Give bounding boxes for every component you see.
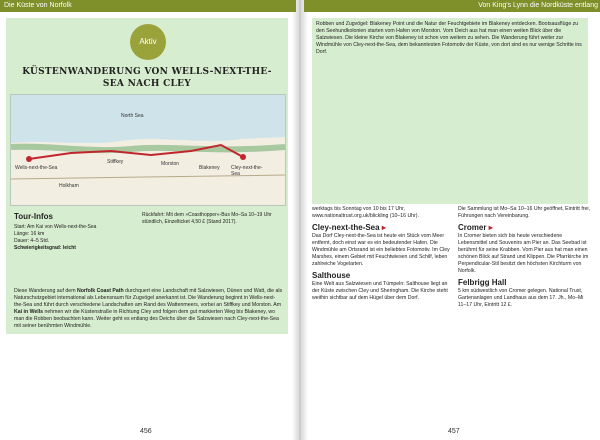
tour-info-list (14, 224, 132, 252)
running-head-right: Von King's Lynn die Nordküste entlang (304, 0, 600, 12)
right-column-2 (458, 206, 590, 312)
route-map (10, 94, 286, 206)
aktiv-box (6, 18, 288, 334)
heading-cromer (458, 223, 590, 233)
tour-difficulty: Schwierigkeitsgrad: leicht (14, 245, 76, 251)
aktiv-title: KÜSTENWANDERUNG VON WELLS-NEXT-THE-SEA NACH CLEY (22, 67, 272, 89)
c1-intro: werktags bis Sonntag von 10 bis 17 Uhr, www.nationaltrust.org.uk/blickling (10–16 Uhr). (312, 206, 419, 219)
end-marker (240, 154, 246, 160)
map-label-wells: Wells-next-the-Sea (15, 165, 58, 171)
map-label-morston: Morston (161, 161, 180, 167)
map-label-north-sea: North Sea (121, 113, 144, 119)
aktiv-badge: Aktiv (130, 24, 166, 60)
right-column-1 (312, 206, 450, 305)
tour-info-heading: Tour-Infos (14, 212, 53, 221)
book-gutter (292, 0, 308, 440)
c1-paragraph-1: Das Dorf Cley-next-the-Sea ist heute ein Stück vom Meer entfernt, doch einst war es ein bedeutender Hafen. Die Windmühle am Ortsrand ist ein beliebtes Fotomotiv. Im Cley Marshes, einem Gebiet mit Feuchtwiesen und Schilf, leben zahlreiche Vogelarten. (312, 233, 450, 267)
map-label-holkham: Holkham (59, 183, 79, 189)
map-label-cley: Cley-next-the-Sea (231, 165, 263, 177)
heading-cley-text: Cley-next-the-Sea (312, 223, 380, 232)
green-note-text: Robben und Zugvögel: Blakeney Point und die Natur der Feuchtgebiete im Blakeney entdecken. Bootsausflüge zu den Seehundkolonien starten vom Hafen von Morston. Vom Deich aus hat man einen weiten Blick über die Salzwiesen. Die kleine Kirche von Blakeney ist schon von weitem zu sehen. Die Wanderung führt weiter zur Windmühle von Cley-next-the-Sea, dem bekanntesten Fotomotiv der Küste, von dort sind es nur wenige Schritte ins Dorf. (316, 21, 582, 55)
map-label-stiffkey: Stiffkey (107, 159, 124, 165)
heading-cromer-text: Cromer (458, 223, 487, 232)
tour-start: Start: Am Kai von Wells-next-the-Sea (14, 224, 97, 230)
body-mid: durchquert eine Landschaft mit Salzwiesen, Dünen und Watt, die als Naturschutzgebiet international als Lebensraum für Zugvögel anerkannt ist. Die Wanderung beginnt in Wells-next-the-Sea und führt durch verschiedene Landschaften am Rand des Wattenmeers, vorbei an Stiffkey und Morston. Am (14, 288, 283, 308)
green-note-box (312, 18, 588, 204)
sea-area (11, 95, 285, 143)
c2-intro: Die Sammlung ist Mo–Sa 10–16 Uhr geöffnet, Eintritt frei, Führungen nach Vereinbarung. (458, 206, 590, 219)
body-link-coast-path: Norfolk Coast Path (76, 288, 124, 294)
start-marker (26, 156, 32, 162)
heading-cley (312, 223, 450, 233)
heading-felbrigg: Felbrigg Hall (458, 278, 507, 287)
aktiv-body-text (14, 288, 284, 329)
running-head-left: Die Küste von Norfolk (0, 0, 296, 12)
body-link-kai: Kai in Wells (14, 308, 44, 315)
body-lead: Diese Wanderung auf dem (14, 288, 76, 294)
tour-duration: Dauer: 4–5 Std. (14, 238, 50, 244)
salt-marsh (11, 147, 285, 150)
map-label-blakeney: Blakeney (199, 165, 220, 171)
folio-right: 457 (448, 428, 460, 435)
c2-paragraph-2: 5 km südwestlich von Cromer gelegen. National Trust, Gartenanlagen und Landhaus aus dem 17. Jh., Mo–Mi 11–17 Uhr, Eintritt 12 £. (458, 288, 584, 308)
folio-left: 456 (140, 428, 152, 435)
heading-salthouse: Salthouse (312, 271, 351, 280)
map-pin-icon: ▸ (488, 223, 493, 232)
return-info: Rückfahrt: Mit dem »Coasthopper«-Bus Mo–Sa 10–19 Uhr stündlich, Einzelticket 4,50 £ (Stand 2017). (142, 212, 272, 225)
c2-paragraph-1: In Cromer bieten sich bis heute verschiedene Lebensmittel und Souvenirs am Pier an. Das Seebad ist berühmt für seine Krabben. Vom Pier aus hat man einen schönen Blick auf Strand und Klippen. Die Pfarrkirche im Perpendicular-Stil besitzt den höchsten Kirchturm von Norfolk. (458, 233, 589, 274)
map-pin-icon: ▸ (381, 223, 386, 232)
map-graphic (11, 95, 285, 205)
tour-length: Länge: 16 km (14, 231, 45, 237)
body-tail: nehmen wir die Küstenstraße in Richtung Cley und folgen dem gut markierten Weg bis Blakeney, wo man die Robben beobachten kann. Weiter geht es entlang des Deichs über die Salzwiesen nach Cley-next-the-Sea mit seiner berühmten Windmühle. (14, 308, 279, 329)
c1-paragraph-2: Eine Welt aus Salzwiesen und Tümpeln: Salthouse liegt an der Küste zwischen Cley und Sheringham. Die Kirche steht weithin sichtbar auf dem Hügel über dem Dorf. (312, 281, 448, 301)
